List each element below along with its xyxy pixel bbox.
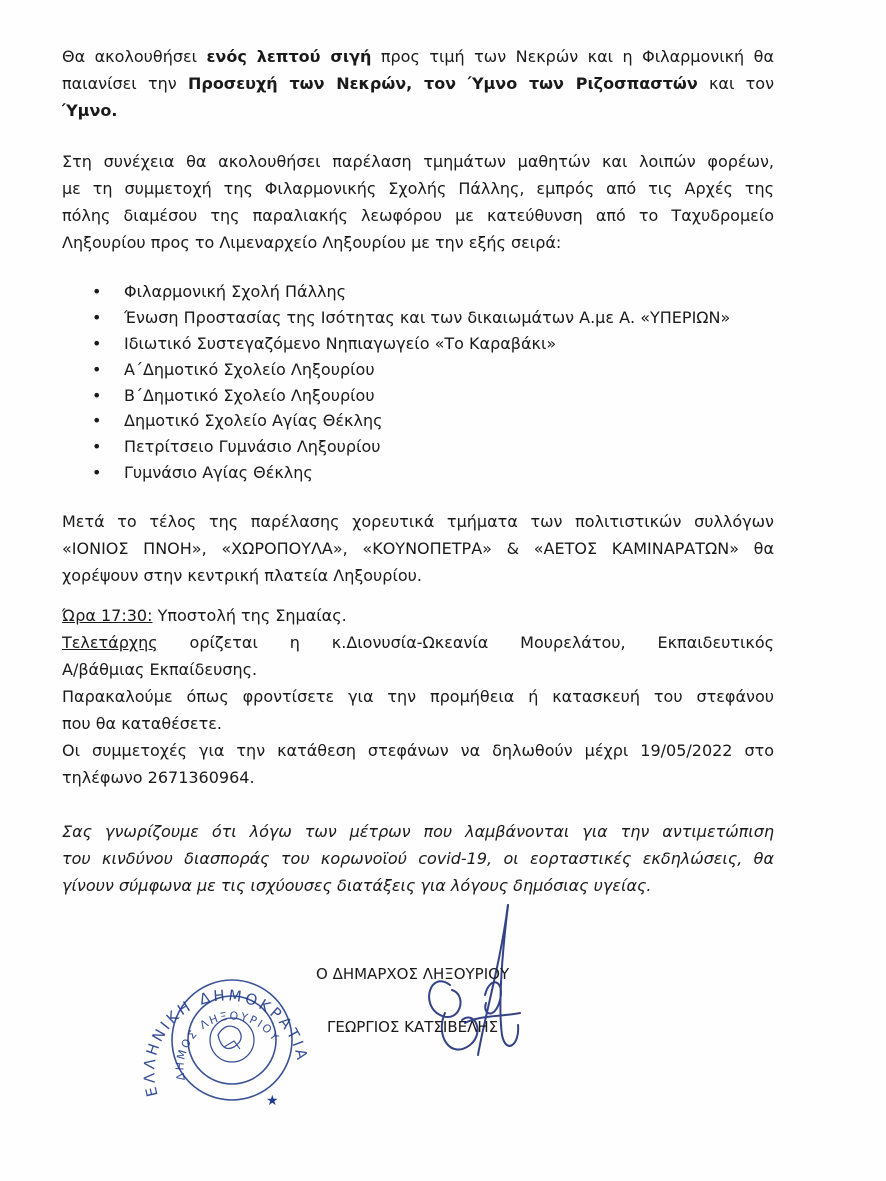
text-run: Θα ακολουθήσει — [62, 47, 207, 66]
text-run: και τον — [697, 74, 774, 93]
bold-run: ενός λεπτού σιγή — [206, 47, 372, 66]
svg-text:ΔΗΜΟΣ ΛΗΞΟΥΡΙΟΥ — [173, 1009, 282, 1081]
parade-line-1: Στη συνέχεια θα ακολουθήσει παρέλαση τμημάτων μαθητών και λοιπών φορέων, — [62, 152, 774, 171]
declare-line-2: τηλέφωνο 2671360964. — [62, 768, 255, 787]
dance-line-1: Μετά το τέλος της παρέλασης χορευτικά τμήματα των πολιτιστικών συλλόγων — [62, 512, 774, 531]
bullet-icon: • — [92, 359, 102, 379]
list-item — [92, 408, 730, 434]
list-item-label: Ιδιωτικό Συστεγαζόμενο Νηπιαγωγείο «Το Καραβάκι» — [124, 333, 557, 353]
declare-line-1: Οι συμμετοχές για την κατάθεση στεφάνων να δηλωθούν μέχρι 19/05/2022 στο — [62, 741, 774, 760]
svg-text:ΕΛΛΗΝΙΚΗ ΔΗΜΟΚΡΑΤΙΑ — [140, 986, 312, 1098]
intro-paragraph — [62, 43, 774, 124]
list-item-label: Γυμνάσιο Αγίας Θέκλης — [124, 463, 313, 483]
list-item — [92, 460, 730, 486]
bullet-icon: • — [92, 385, 102, 405]
bullet-icon: • — [92, 437, 102, 457]
intro-line-3 — [62, 97, 774, 124]
list-item-label: Φιλαρμονική Σχολή Πάλλης — [124, 282, 347, 301]
list-item — [92, 357, 730, 383]
intro-line-1 — [62, 43, 774, 70]
mayor-title: Ο ΔΗΜΑΡΧΟΣ ΛΗΞΟΥΡΙΟΥ — [316, 965, 510, 983]
dance-line-2: «ΙΟΝΙΟΣ ΠΝΟΗ», «ΧΩΡΟΠΟΥΛΑ», «ΚΟΥΝΟΠΕΤΡΑ» & «ΑΕΤΟΣ ΚΑΜΙΝΑΡΑΤΩΝ» θα — [62, 539, 774, 558]
list-item — [92, 331, 730, 357]
bullet-icon: • — [92, 333, 102, 353]
time-text: Υποστολή της Σημαίας. — [152, 606, 347, 625]
bullet-icon: • — [92, 282, 102, 301]
bullet-icon: • — [92, 463, 102, 483]
list-item — [92, 305, 730, 331]
handwritten-signature — [390, 895, 540, 1075]
seal-inner-text: ΔΗΜΟΣ ΛΗΞΟΥΡΙΟΥ — [173, 1009, 283, 1082]
list-item-label: Β΄Δημοτικό Σχολείο Ληξουρίου — [124, 385, 375, 405]
covid-line-2: του κινδύνου διασποράς του κορωνοϊού covid-19, οι εορταστικές εκδηλώσεις, θα — [62, 849, 774, 868]
master-label: Τελετάρχης — [62, 633, 158, 652]
time-label: Ώρα 17:30: — [62, 606, 153, 625]
master-line-2: Α/βάθμιας Εκπαίδευσης. — [62, 660, 258, 679]
dance-paragraph — [62, 508, 774, 589]
master-text: ορίζεται η κ.Διονυσία-Ωκεανία Μουρελάτου, Εκπαιδευτικός — [157, 633, 774, 652]
intro-line-2 — [62, 70, 774, 97]
municipality-seal — [120, 945, 330, 1130]
bullet-icon: • — [92, 411, 102, 431]
list-item — [92, 383, 730, 409]
list-item — [92, 434, 730, 460]
mayor-name: ΓΕΩΡΓΙΟΣ ΚΑΤΣΙΒΕΛΗΣ — [327, 1018, 499, 1036]
parade-order-list — [92, 279, 730, 486]
covid-notice — [62, 818, 774, 899]
seal-star-icon: ★ — [266, 1093, 279, 1109]
bold-run: Προσευχή των Νεκρών, τον Ύμνο των Ριζοσπαστών — [187, 74, 698, 93]
text-run: προς τιμή των Νεκρών και η Φιλαρμονική θα — [371, 47, 774, 66]
covid-line-3: γίνουν σύμφωνα με τις ισχύουσες διατάξεις για λόγους δημόσιας υγείας. — [62, 876, 652, 895]
master-line — [62, 629, 774, 656]
parade-paragraph — [62, 148, 774, 256]
wreath-line-1: Παρακαλούμε όπως φροντίσετε για την προμήθεια ή κατασκευή του στεφάνου — [62, 687, 774, 706]
wreath-line-2: που θα καταθέσετε. — [62, 714, 222, 733]
bold-run: Ύμνο. — [62, 101, 118, 120]
schedule-block — [62, 602, 774, 791]
flag-lowering-line — [62, 602, 774, 629]
bullet-icon: • — [92, 307, 102, 327]
text-run: παιανίσει την — [62, 74, 188, 93]
parade-line-2: με τη συμμετοχή της Φιλαρμονικής Σχολής Πάλλης, εμπρός από τις Αρχές της — [62, 179, 774, 198]
list-item-label: Πετρίτσειο Γυμνάσιο Ληξουρίου — [124, 437, 381, 457]
parade-line-3: πόλης διαμέσου της παραλιακής λεωφόρου με κατεύθυνση από το Ταχυδρομείο — [62, 206, 774, 225]
seal-outer-text: ΕΛΛΗΝΙΚΗ ΔΗΜΟΚΡΑΤΙΑ — [140, 986, 312, 1099]
covid-line-1: Σας γνωρίζουμε ότι λόγω των μέτρων που λαμβάνονται για την αντιμετώπιση — [62, 822, 774, 841]
parade-line-4: Ληξουρίου προς το Λιμεναρχείο Ληξουρίου με την εξής σειρά: — [62, 233, 562, 252]
list-item-label: Α΄Δημοτικό Σχολείο Ληξουρίου — [124, 359, 375, 379]
dance-line-3: χορέψουν στην κεντρική πλατεία Ληξουρίου. — [62, 566, 423, 585]
list-item-label: Δημοτικό Σχολείο Αγίας Θέκλης — [124, 411, 383, 431]
list-item — [92, 279, 730, 305]
list-item-label: Ένωση Προστασίας της Ισότητας και των δικαιωμάτων Α.με Α. «ΥΠΕΡΙΩΝ» — [124, 307, 731, 327]
